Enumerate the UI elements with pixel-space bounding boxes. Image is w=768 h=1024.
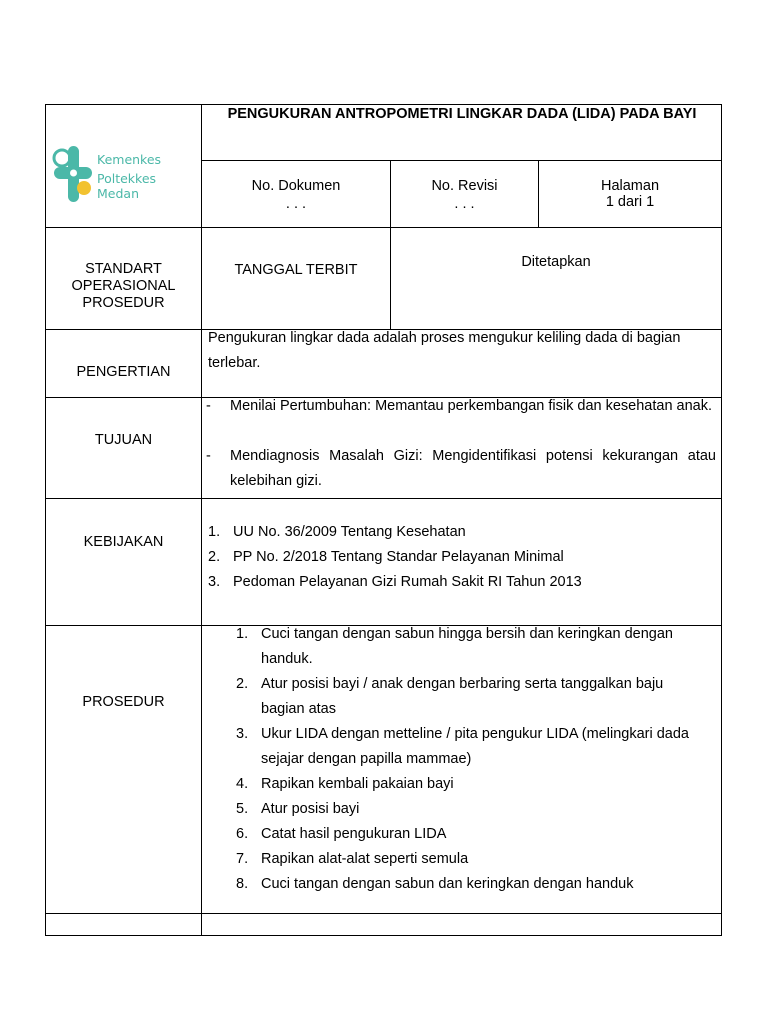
tujuan-item-text: Menilai Pertumbuhan: Memantau perkembangan fisik dan kesehatan anak. (230, 398, 713, 414)
tujuan-item (206, 444, 716, 494)
list-number: 6. (236, 826, 249, 842)
kebijakan-item-text: PP No. 2/2018 Tentang Standar Pelayanan Minimal (233, 549, 564, 565)
sop-label-line2: OPERASIONAL (71, 278, 176, 294)
kebijakan-label: KEBIJAKAN (83, 534, 164, 550)
kebijakan-item-text: Pedoman Pelayanan Gizi Rumah Sakit RI Tahun 2013 (233, 574, 582, 590)
logo-line-poltekkes: Poltekkes Medan (97, 171, 157, 201)
prosedur-step-text: Catat hasil pengukuran LIDA (261, 826, 447, 842)
prosedur-step (236, 672, 708, 722)
table-border-right (721, 104, 722, 936)
no-revisi-value: . . . (454, 196, 475, 212)
kemenkes-emblem-icon (52, 144, 94, 204)
dash-bullet: - (206, 398, 211, 414)
row-divider-kebijakan (45, 498, 722, 499)
tujuan-item (206, 394, 716, 419)
row-divider-sop (45, 227, 722, 228)
sop-label (46, 261, 201, 312)
list-number: 2. (236, 676, 249, 692)
column-divider-main (201, 104, 202, 936)
list-number: 8. (236, 876, 249, 892)
table-border-left (45, 104, 46, 936)
no-revisi-label: No. Revisi (431, 178, 498, 194)
list-number: 3. (236, 726, 249, 742)
prosedur-step-text: Cuci tangan dengan sabun hingga bersih dan keringkan dengan handuk. (261, 626, 673, 667)
list-number: 1. (236, 626, 249, 642)
kebijakan-list (208, 520, 716, 595)
table-border-top (45, 104, 722, 105)
prosedur-step (236, 797, 708, 822)
ditetapkan-label: Ditetapkan (521, 254, 591, 270)
prosedur-step-text: Ukur LIDA dengan metteline / pita pengukur LIDA (melingkari dada sejajar dengan papilla mammae) (261, 726, 689, 767)
prosedur-step (236, 722, 708, 772)
list-number: 2. (208, 549, 221, 565)
kemenkes-logo (52, 144, 197, 204)
list-number: 4. (236, 776, 249, 792)
pengertian-text: Pengukuran lingkar dada adalah proses mengukur keliling dada di bagian terlebar. (208, 330, 681, 371)
sop-label-line3: PROSEDUR (82, 295, 165, 311)
prosedur-list (236, 622, 708, 897)
sop-label-line1: STANDART (85, 261, 162, 277)
prosedur-step (236, 822, 708, 847)
tujuan-label: TUJUAN (94, 432, 153, 448)
row-divider-empty (45, 913, 722, 914)
list-number: 1. (208, 524, 221, 540)
header-title-divider (201, 160, 722, 161)
prosedur-step-text: Rapikan alat-alat seperti semula (261, 851, 469, 867)
kebijakan-item-text: UU No. 36/2009 Tentang Kesehatan (233, 524, 466, 540)
kebijakan-item (208, 570, 716, 595)
prosedur-step-text: Cuci tangan dengan sabun dan keringkan dengan handuk (261, 876, 634, 892)
document-title: PENGUKURAN ANTROPOMETRI LINGKAR DADA (LIDA) PADA BAYI (227, 106, 697, 122)
kebijakan-item (208, 520, 716, 545)
no-dokumen-value: . . . (285, 196, 307, 212)
kebijakan-item (208, 545, 716, 570)
dash-bullet: - (206, 448, 211, 464)
tanggal-terbit-label: TANGGAL TERBIT (234, 262, 358, 278)
no-dokumen-label: No. Dokumen (251, 178, 341, 194)
halaman-label: Halaman (600, 178, 660, 194)
logo-line-kemenkes: Kemenkes (97, 152, 162, 167)
prosedur-step-text: Atur posisi bayi / anak dengan berbaring serta tanggalkan baju bagian atas (261, 676, 664, 717)
prosedur-label: PROSEDUR (82, 694, 165, 710)
prosedur-step (236, 622, 708, 672)
prosedur-step-text: Rapikan kembali pakaian bayi (261, 776, 454, 792)
list-number: 3. (208, 574, 221, 590)
halaman-value: 1 dari 1 (605, 194, 655, 210)
tujuan-item-text: Mendiagnosis Masalah Gizi: Mengidentifikasi potensi kekurangan atau kelebihan gizi. (230, 448, 716, 489)
prosedur-step-text: Atur posisi bayi (261, 801, 360, 817)
list-number: 5. (236, 801, 249, 817)
table-border-bottom (45, 935, 722, 936)
prosedur-step (236, 847, 708, 872)
prosedur-step (236, 772, 708, 797)
pengertian-label: PENGERTIAN (76, 364, 171, 380)
prosedur-step (236, 872, 708, 897)
list-number: 7. (236, 851, 249, 867)
